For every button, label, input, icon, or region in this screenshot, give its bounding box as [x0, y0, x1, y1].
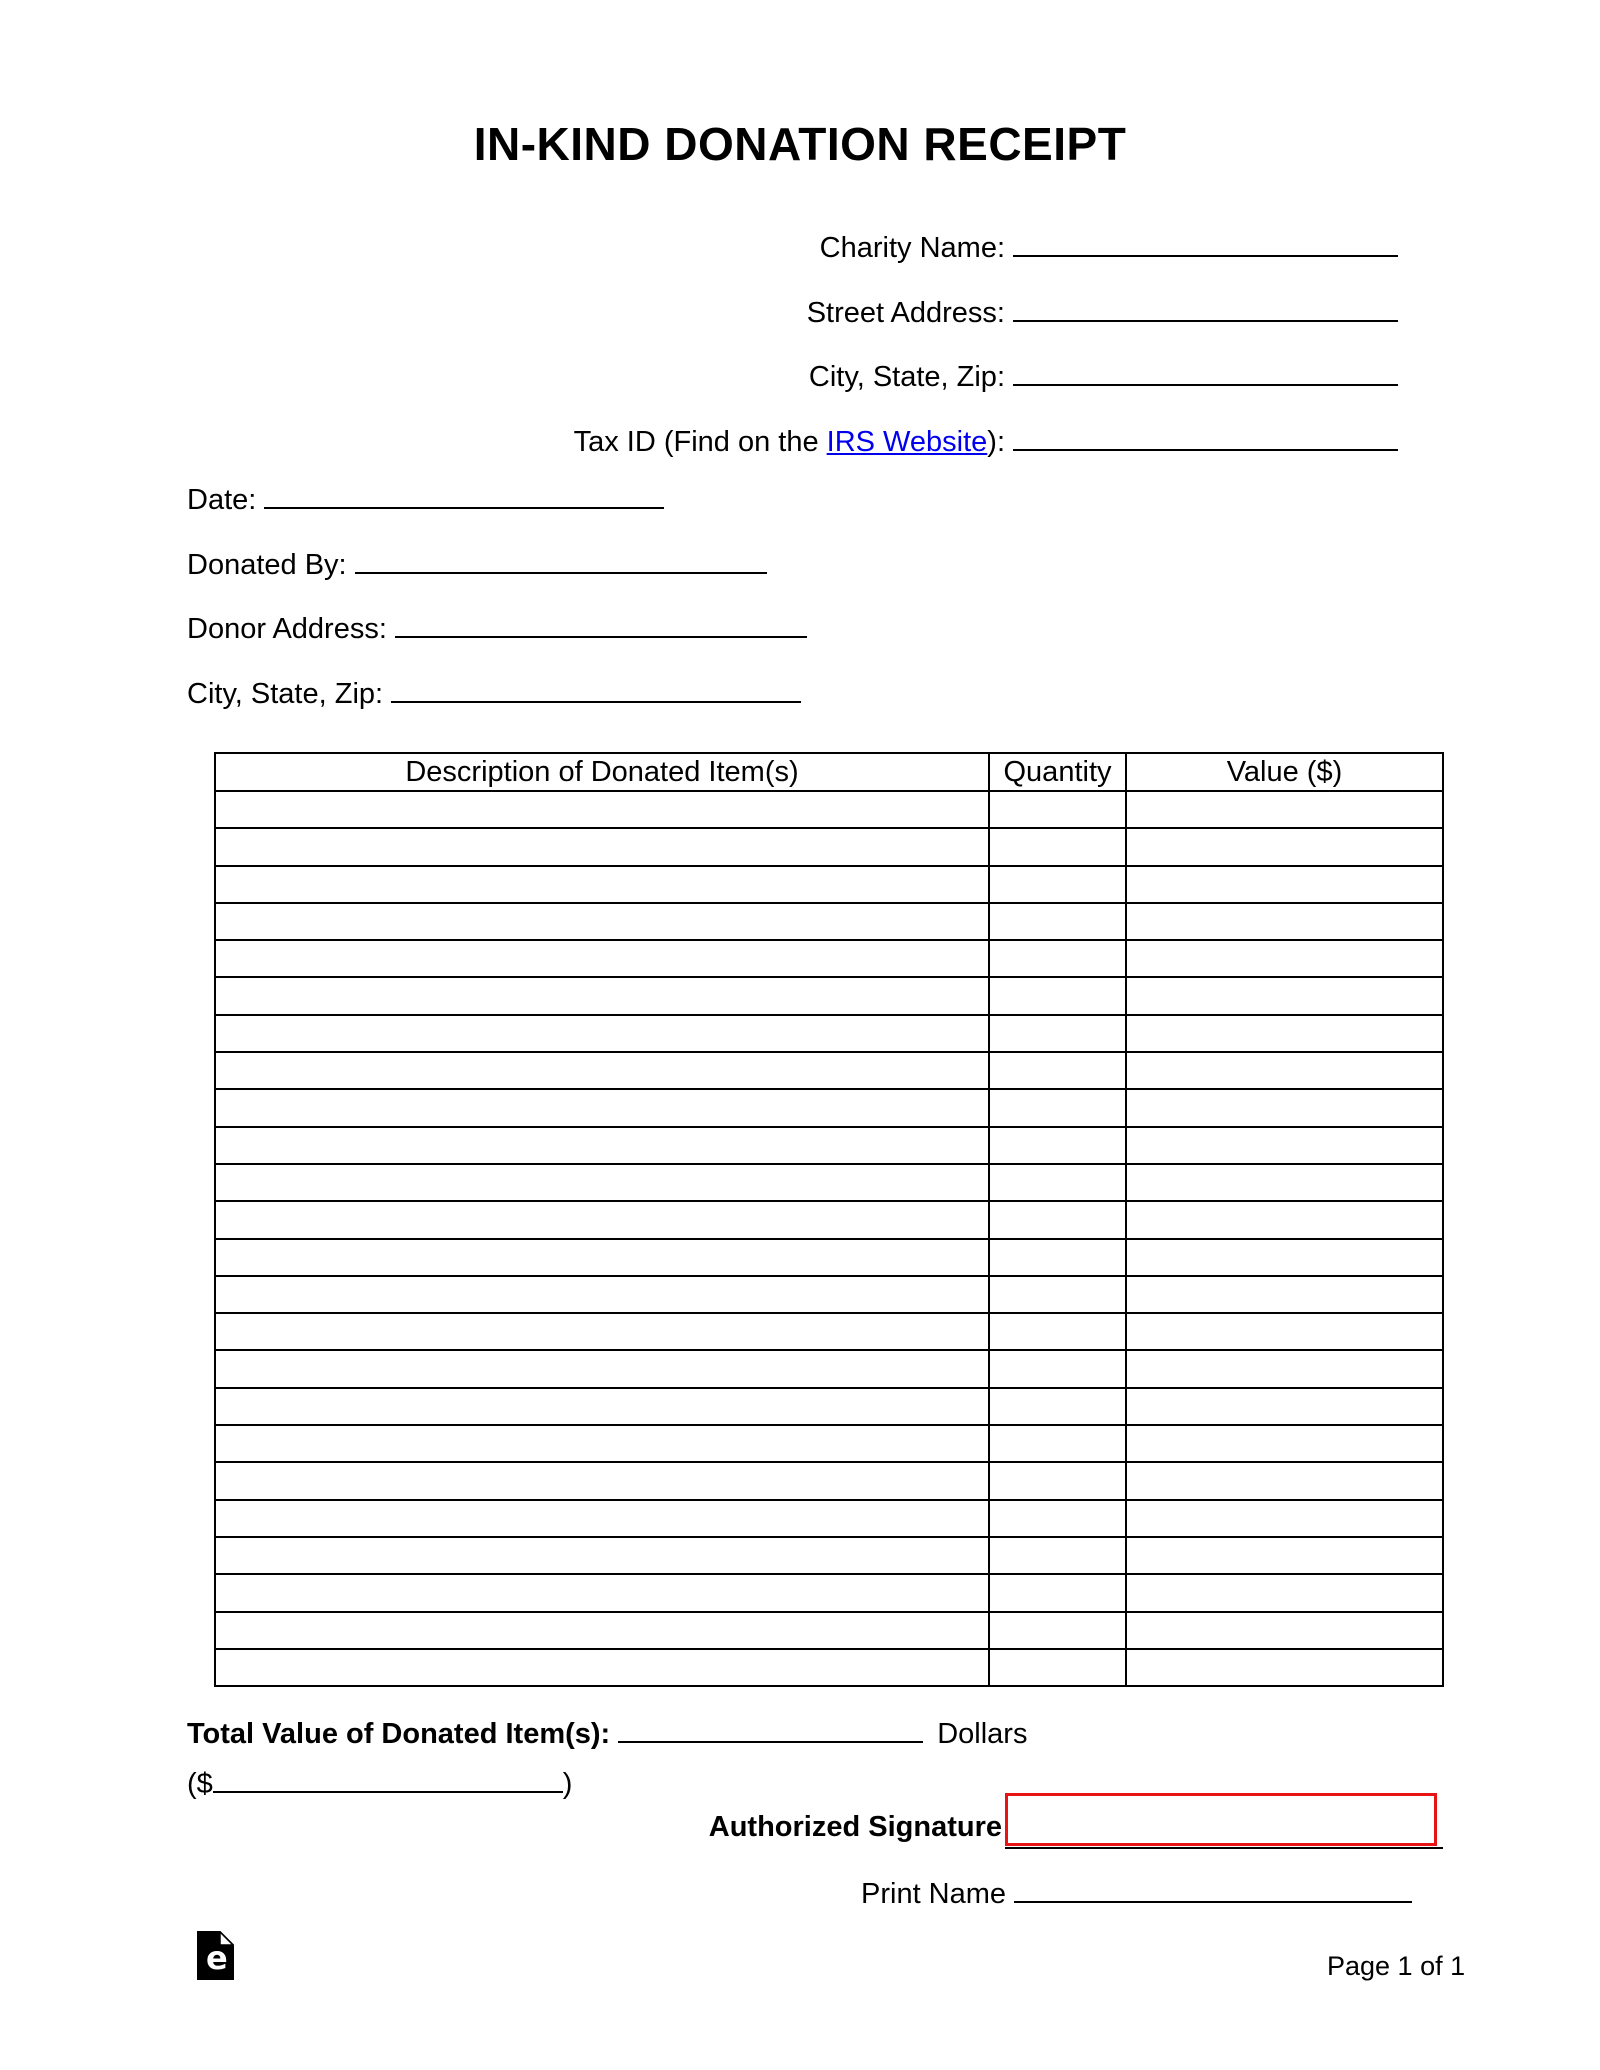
description-cell[interactable]	[215, 1089, 989, 1126]
description-cell[interactable]	[215, 791, 989, 828]
table-row	[215, 1127, 1443, 1164]
value-cell[interactable]	[1126, 866, 1443, 903]
date-field	[187, 478, 807, 520]
table-row	[215, 1537, 1443, 1574]
quantity-cell[interactable]	[989, 1574, 1126, 1611]
table-row	[215, 940, 1443, 977]
quantity-cell[interactable]	[989, 1201, 1126, 1238]
donor-city-state-zip-label: City, State, Zip:	[187, 677, 384, 710]
tax-id-blank[interactable]	[1013, 420, 1398, 451]
table-row	[215, 1612, 1443, 1649]
table-row	[215, 1089, 1443, 1126]
quantity-cell[interactable]	[989, 1015, 1126, 1052]
quantity-cell[interactable]	[989, 1276, 1126, 1313]
donation-items-table	[214, 752, 1444, 1687]
table-row	[215, 1649, 1443, 1686]
quantity-cell[interactable]	[989, 1239, 1126, 1276]
print-name-blank[interactable]	[1014, 1872, 1412, 1903]
header-quantity: Quantity	[989, 753, 1126, 791]
donated-by-label: Donated By:	[187, 548, 347, 581]
quantity-cell[interactable]	[989, 1388, 1126, 1425]
description-cell[interactable]	[215, 1052, 989, 1089]
irs-website-link[interactable]: IRS Website	[826, 425, 988, 458]
description-cell[interactable]	[215, 1127, 989, 1164]
description-cell[interactable]	[215, 1500, 989, 1537]
description-cell[interactable]	[215, 940, 989, 977]
quantity-cell[interactable]	[989, 977, 1126, 1014]
table-row	[215, 1574, 1443, 1611]
quantity-cell[interactable]	[989, 1089, 1126, 1126]
street-address-field	[574, 291, 1398, 333]
value-cell[interactable]	[1126, 791, 1443, 828]
table-row	[215, 866, 1443, 903]
table-row	[215, 977, 1443, 1014]
description-cell[interactable]	[215, 903, 989, 940]
value-cell[interactable]	[1126, 1164, 1443, 1201]
header-description: Description of Donated Item(s)	[215, 753, 989, 791]
table-row	[215, 1350, 1443, 1387]
donor-city-state-zip-field	[187, 672, 807, 714]
signature-underline	[1005, 1847, 1443, 1849]
quantity-cell[interactable]	[989, 1537, 1126, 1574]
charity-name-label: Charity Name:	[819, 232, 1005, 264]
tax-id-label-suffix: ):	[987, 425, 1005, 458]
donation-table-body	[215, 791, 1443, 1686]
value-cell[interactable]	[1126, 1388, 1443, 1425]
charity-name-field	[574, 226, 1398, 268]
quantity-cell[interactable]	[989, 1649, 1126, 1686]
description-cell[interactable]	[215, 1649, 989, 1686]
table-row	[215, 1276, 1443, 1313]
charity-city-state-zip-label: City, State, Zip:	[808, 361, 1005, 393]
description-cell[interactable]	[215, 828, 989, 865]
print-name-field	[861, 1872, 1412, 1915]
description-cell[interactable]	[215, 977, 989, 1014]
eforms-logo-icon	[197, 1931, 234, 1980]
date-blank[interactable]	[264, 478, 664, 509]
quantity-cell[interactable]	[989, 791, 1126, 828]
value-cell[interactable]	[1126, 1500, 1443, 1537]
value-cell[interactable]	[1126, 1052, 1443, 1089]
amount-paren-prefix: ($	[187, 1768, 213, 1800]
tax-id-label-prefix: Tax ID (Find on the	[573, 425, 827, 458]
table-row	[215, 828, 1443, 865]
value-cell[interactable]	[1126, 1201, 1443, 1238]
value-cell[interactable]	[1126, 940, 1443, 977]
header-value: Value ($)	[1126, 753, 1443, 791]
table-row	[215, 791, 1443, 828]
street-address-blank[interactable]	[1013, 291, 1398, 322]
donor-city-state-zip-blank[interactable]	[391, 672, 801, 703]
date-label: Date:	[187, 484, 257, 516]
quantity-cell[interactable]	[989, 828, 1126, 865]
description-cell[interactable]	[215, 1462, 989, 1499]
table-row	[215, 1388, 1443, 1425]
description-cell[interactable]	[215, 1350, 989, 1387]
table-row	[215, 1425, 1443, 1462]
amount-numeric-line	[187, 1762, 572, 1805]
value-cell[interactable]	[1126, 977, 1443, 1014]
description-cell[interactable]	[215, 1313, 989, 1350]
logo-letter: e	[206, 1939, 228, 1977]
quantity-cell[interactable]	[989, 866, 1126, 903]
authorized-signature-label: Authorized Signature	[708, 1811, 1002, 1843]
quantity-cell[interactable]	[989, 903, 1126, 940]
value-cell[interactable]	[1126, 1015, 1443, 1052]
quantity-cell[interactable]	[989, 1164, 1126, 1201]
table-row	[215, 1164, 1443, 1201]
description-cell[interactable]	[215, 1164, 989, 1201]
total-value-label: Total Value of Donated Item(s):	[187, 1718, 611, 1750]
quantity-cell[interactable]	[989, 1127, 1126, 1164]
amount-blank[interactable]	[213, 1762, 563, 1793]
value-cell[interactable]	[1126, 1574, 1443, 1611]
dollars-label: Dollars	[937, 1718, 1028, 1750]
value-cell[interactable]	[1126, 1537, 1443, 1574]
total-value-line	[187, 1712, 1027, 1755]
quantity-cell[interactable]	[989, 1425, 1126, 1462]
quantity-cell[interactable]	[989, 1612, 1126, 1649]
value-cell[interactable]	[1126, 1089, 1443, 1126]
quantity-cell[interactable]	[989, 1350, 1126, 1387]
total-value-blank[interactable]	[618, 1712, 923, 1743]
print-name-label: Print Name	[861, 1878, 1007, 1910]
donor-address-field	[187, 607, 807, 649]
description-cell[interactable]	[215, 1612, 989, 1649]
value-cell[interactable]	[1126, 1649, 1443, 1686]
description-cell[interactable]	[215, 1015, 989, 1052]
value-cell[interactable]	[1126, 1612, 1443, 1649]
table-row	[215, 1015, 1443, 1052]
value-cell[interactable]	[1126, 903, 1443, 940]
description-cell[interactable]	[215, 1201, 989, 1238]
description-cell[interactable]	[215, 1574, 989, 1611]
description-cell[interactable]	[215, 1239, 989, 1276]
value-cell[interactable]	[1126, 828, 1443, 865]
table-row	[215, 903, 1443, 940]
value-cell[interactable]	[1126, 1313, 1443, 1350]
page-number: Page 1 of 1	[1327, 1951, 1466, 1981]
table-row	[215, 1462, 1443, 1499]
description-cell[interactable]	[215, 1276, 989, 1313]
description-cell[interactable]	[215, 1388, 989, 1425]
signature-box[interactable]	[1005, 1793, 1437, 1846]
table-header-row	[215, 753, 1443, 791]
quantity-cell[interactable]	[989, 1052, 1126, 1089]
quantity-cell[interactable]	[989, 1500, 1126, 1537]
value-cell[interactable]	[1126, 1462, 1443, 1499]
table-row	[215, 1239, 1443, 1276]
quantity-cell[interactable]	[989, 1313, 1126, 1350]
charity-city-state-zip-blank[interactable]	[1013, 355, 1398, 386]
quantity-cell[interactable]	[989, 940, 1126, 977]
description-cell[interactable]	[215, 866, 989, 903]
charity-city-state-zip-field	[574, 355, 1398, 397]
description-cell[interactable]	[215, 1537, 989, 1574]
donor-info-block	[187, 478, 807, 736]
donated-by-field	[187, 543, 807, 585]
table-row	[215, 1500, 1443, 1537]
table-row	[215, 1201, 1443, 1238]
charity-info-block	[574, 226, 1398, 484]
street-address-label: Street Address:	[806, 296, 1005, 329]
amount-paren-suffix: )	[562, 1768, 573, 1800]
table-row	[215, 1313, 1443, 1350]
page-title: IN-KIND DONATION RECEIPT	[473, 118, 1127, 170]
donated-by-blank[interactable]	[355, 543, 767, 574]
value-cell[interactable]	[1126, 1239, 1443, 1276]
quantity-cell[interactable]	[989, 1462, 1126, 1499]
value-cell[interactable]	[1126, 1276, 1443, 1313]
charity-name-blank[interactable]	[1013, 226, 1398, 257]
value-cell[interactable]	[1126, 1127, 1443, 1164]
table-row	[215, 1052, 1443, 1089]
donor-address-label: Donor Address:	[187, 613, 387, 645]
tax-id-field	[574, 420, 1398, 462]
value-cell[interactable]	[1126, 1425, 1443, 1462]
donor-address-blank[interactable]	[395, 607, 807, 638]
value-cell[interactable]	[1126, 1350, 1443, 1387]
description-cell[interactable]	[215, 1425, 989, 1462]
